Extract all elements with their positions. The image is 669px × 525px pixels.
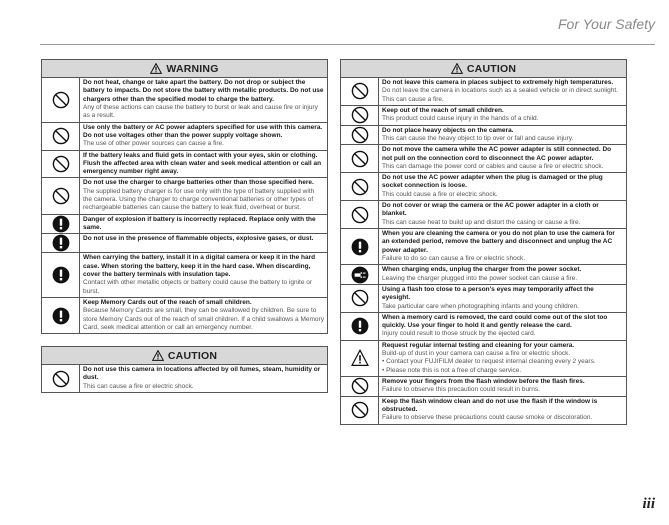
row-normal-text: Do not leave the camera in locations such as a sealed vehicle or in direct sunlight. This can cause a fire. xyxy=(382,87,618,103)
page-header-title: For Your Safety xyxy=(557,16,655,32)
row-icon-cell xyxy=(42,123,80,150)
prohibit-icon xyxy=(351,178,369,196)
prohibit-icon xyxy=(351,289,369,307)
warning-triangle-icon xyxy=(150,63,162,74)
row-bold-text: Do not use in the presence of flammable objects, explosive gases, or dust. xyxy=(83,235,314,243)
table-row xyxy=(341,105,626,125)
warning-table xyxy=(41,59,328,334)
row-icon-cell xyxy=(341,173,379,200)
row-normal-text: This can cause a fire or electric shock. xyxy=(83,382,194,390)
warning-title: WARNING xyxy=(166,62,219,75)
table-row xyxy=(341,312,626,340)
row-bold-text: Do not heat, change or take apart the battery. Do not drop or subject the battery to impacts. Do not store the battery with metallic products. Do not use chargers other than the specified model to charge the battery. xyxy=(83,79,324,103)
row-text-cell xyxy=(379,377,626,396)
row-bold-text: Danger of explosion if battery is incorrectly replaced. Replace only with the same. xyxy=(83,215,316,231)
row-bold-text: If the battery leaks and fluid gets in contact with your eyes, skin or clothing. Flush the affected area with clean water and seek medical attention or call an emergency number right away. xyxy=(83,151,322,176)
row-bold-text: Using a flash too close to a person's eyes may temporarily affect the eyesight. xyxy=(382,285,594,302)
row-text-cell xyxy=(379,106,626,125)
row-text-cell xyxy=(379,201,626,228)
row-bold-text: Keep Memory Cards out of the reach of small children. xyxy=(83,298,252,306)
row-icon-cell xyxy=(341,145,379,172)
warning-table-header xyxy=(42,60,327,78)
row-normal-text: This can damage the power cord or cables and cause a fire or electric shock. xyxy=(382,162,604,170)
table-row xyxy=(341,125,626,145)
row-text-cell xyxy=(80,298,327,333)
prohibit-icon xyxy=(351,82,369,100)
row-normal-text: Leaving the charger plugged into the power socket can cause a fire. xyxy=(382,274,578,282)
row-bold-text: Do not use the charger to charge batteries other than those specified here. xyxy=(83,179,314,187)
row-normal-text: The use of other power sources can cause a fire. xyxy=(83,140,224,148)
table-row xyxy=(341,264,626,284)
row-bold-text: When carrying the battery, install it in a digital camera or keep it in the hard case. When storing the battery, keep it in the hard case. When discarding, cover the battery terminals with insulation tape. xyxy=(83,254,316,278)
prohibit-icon xyxy=(52,91,70,109)
prohibit-icon xyxy=(351,401,369,419)
row-text-cell xyxy=(379,145,626,172)
row-icon-cell xyxy=(42,365,80,392)
row-text-cell xyxy=(80,123,327,150)
row-icon-cell xyxy=(42,298,80,333)
row-text-cell xyxy=(379,397,626,424)
prohibit-icon xyxy=(52,127,70,145)
mandatory-icon xyxy=(52,266,70,284)
prohibit-icon xyxy=(52,187,70,205)
row-bold-text: When charging ends, unplug the charger from the power socket. xyxy=(382,266,582,274)
row-normal-text: This could cause a fire or electric shock. xyxy=(382,190,498,198)
table-row xyxy=(341,144,626,172)
row-normal-text: Because Memory Cards are small, they can be swallowed by children. Be sure to store Memory Cards out of the reach of small children. If a child swallows a Memory Card, seek medical attention or call an emergency number. xyxy=(83,307,324,331)
row-icon-cell xyxy=(42,178,80,213)
caution-title: CAUTION xyxy=(466,62,517,75)
mandatory-icon xyxy=(52,234,70,252)
row-text-cell xyxy=(80,78,327,122)
row-bold-text: Do not use the AC power adapter when the plug is damaged or the plug socket connection is loose. xyxy=(382,174,603,190)
row-text-cell xyxy=(379,285,626,312)
row-bold-text: Do not use this camera in locations affected by oil fumes, steam, humidity or dust. xyxy=(83,366,321,382)
row-normal-text: Failure to observe this precaution could result in burns. xyxy=(382,386,540,394)
row-icon-cell xyxy=(341,397,379,424)
caution-table-right xyxy=(340,59,627,425)
table-row xyxy=(42,122,327,150)
caution-table-header xyxy=(341,60,626,78)
row-normal-text: Failure to observe these precautions could cause smoke or discoloration. xyxy=(382,414,593,422)
table-row xyxy=(341,284,626,312)
row-icon-cell xyxy=(341,341,379,376)
row-text-cell xyxy=(379,229,626,264)
row-text-cell xyxy=(80,151,327,178)
row-bold-text: Keep the flash window clean and do not use the flash if the window is obstructed. xyxy=(382,397,598,413)
row-icon-cell xyxy=(341,313,379,340)
row-normal-text: Contact with other metallic objects or battery could cause the battery to ignite or burst. xyxy=(83,279,313,295)
row-text-cell xyxy=(379,126,626,145)
table-row xyxy=(42,297,327,333)
row-icon-cell xyxy=(341,126,379,145)
row-text-cell xyxy=(379,78,626,105)
row-bold-text: Keep out of the reach of small children. xyxy=(382,106,504,114)
row-bold-text: When a memory card is removed, the card could come out of the slot too quickly. Use your finger to hold it and gently release the card. xyxy=(382,313,608,330)
table-row xyxy=(341,396,626,424)
mandatory-icon xyxy=(351,238,369,256)
prohibit-icon xyxy=(351,206,369,224)
prohibit-icon xyxy=(351,106,369,124)
row-bold-text: When you are cleaning the camera or you do not plan to use the camera for an extended period, remove the battery and disconnect and unplug the AC power adapter. xyxy=(382,230,615,254)
row-normal-text: Build-up of dust in your camera can cause a fire or electric shock. • Contact your FUJIFILM dealer to request internal cleaning every 2 years. • Please note this is not a free of charge service. xyxy=(382,350,596,374)
row-icon-cell xyxy=(341,265,379,284)
row-icon-cell xyxy=(341,106,379,125)
row-text-cell xyxy=(80,178,327,213)
table-row xyxy=(341,78,626,105)
row-icon-cell xyxy=(42,253,80,297)
row-icon-cell xyxy=(341,78,379,105)
row-text-cell xyxy=(80,253,327,297)
row-icon-cell xyxy=(341,285,379,312)
prohibit-icon xyxy=(52,155,70,173)
row-icon-cell xyxy=(341,201,379,228)
caution-icon xyxy=(351,349,369,367)
row-bold-text: Do not place heavy objects on the camera. xyxy=(382,126,514,134)
row-bold-text: Request regular internal testing and cleaning for your camera. xyxy=(382,341,575,349)
caution-title: CAUTION xyxy=(167,349,218,362)
prohibit-icon xyxy=(351,377,369,395)
mandatory-icon xyxy=(52,307,70,325)
row-text-cell xyxy=(379,173,626,200)
unplug-icon xyxy=(351,266,369,284)
row-text-cell xyxy=(379,313,626,340)
caution-triangle-icon xyxy=(451,63,463,74)
right-column xyxy=(340,59,627,425)
caution-table-header xyxy=(42,347,327,365)
row-text-cell xyxy=(379,341,626,376)
page-number: iii xyxy=(642,496,655,512)
row-normal-text: Injury could result to those struck by the ejected card. xyxy=(382,330,536,338)
row-normal-text: Take particular care when photographing infants and young children. xyxy=(382,302,579,310)
caution-triangle-icon xyxy=(152,350,164,361)
row-text-cell xyxy=(80,365,327,392)
row-bold-text: Remove your fingers from the flash window before the flash fires. xyxy=(382,378,585,385)
row-bold-text: Do not cover or wrap the camera or the AC power adapter in a cloth or blanket. xyxy=(382,202,599,218)
table-row xyxy=(341,228,626,264)
row-icon-cell xyxy=(42,78,80,122)
row-text-cell xyxy=(80,215,327,234)
table-row xyxy=(42,214,327,234)
table-row xyxy=(42,78,327,122)
row-normal-text: Failure to do so can cause a fire or electric shock. xyxy=(382,254,526,262)
row-bold-text: Use only the battery or AC power adapters specified for use with this camera. Do not use voltages other than the power supply voltage shown. xyxy=(83,123,323,139)
table-row xyxy=(42,150,327,178)
mandatory-icon xyxy=(351,317,369,335)
row-text-cell xyxy=(80,234,327,252)
row-icon-cell xyxy=(341,229,379,264)
table-row xyxy=(341,376,626,396)
prohibit-icon xyxy=(52,370,70,388)
row-normal-text: Any of these actions can cause the battery to burst or leak and cause fire or injury as a result. xyxy=(83,103,318,120)
header-rule xyxy=(40,44,655,45)
table-row xyxy=(341,172,626,200)
caution-table-left xyxy=(41,346,328,393)
row-icon-cell xyxy=(42,215,80,234)
prohibit-icon xyxy=(351,150,369,168)
table-row xyxy=(42,233,327,252)
row-icon-cell xyxy=(42,151,80,178)
left-column xyxy=(41,59,328,393)
table-row xyxy=(42,177,327,213)
row-text-cell xyxy=(379,265,626,284)
prohibit-icon xyxy=(351,126,369,144)
mandatory-icon xyxy=(52,215,70,233)
row-normal-text: The supplied battery charger is for use only with the type of battery supplied with the camera. Using the charger to charge conventional batteries or other types of rechargeable batteries can cause the battery to leak fluid, overheat or burst. xyxy=(83,187,315,212)
table-row xyxy=(42,252,327,297)
table-row xyxy=(341,340,626,376)
row-normal-text: This can cause heat to build up and distort the casing or cause a fire. xyxy=(382,218,581,226)
table-row xyxy=(341,200,626,228)
row-normal-text: This product could cause injury in the hands of a child. xyxy=(382,115,539,123)
row-icon-cell xyxy=(42,234,80,252)
row-normal-text: This can cause the heavy object to tip over or fall and cause injury. xyxy=(382,134,574,142)
row-icon-cell xyxy=(341,377,379,396)
row-bold-text: Do not move the camera while the AC power adapter is still connected. Do not pull on the connection cord to disconnect the AC power adapter. xyxy=(382,146,612,162)
table-row xyxy=(42,365,327,392)
row-bold-text: Do not leave this camera in places subject to extremely high temperatures. xyxy=(382,79,614,86)
